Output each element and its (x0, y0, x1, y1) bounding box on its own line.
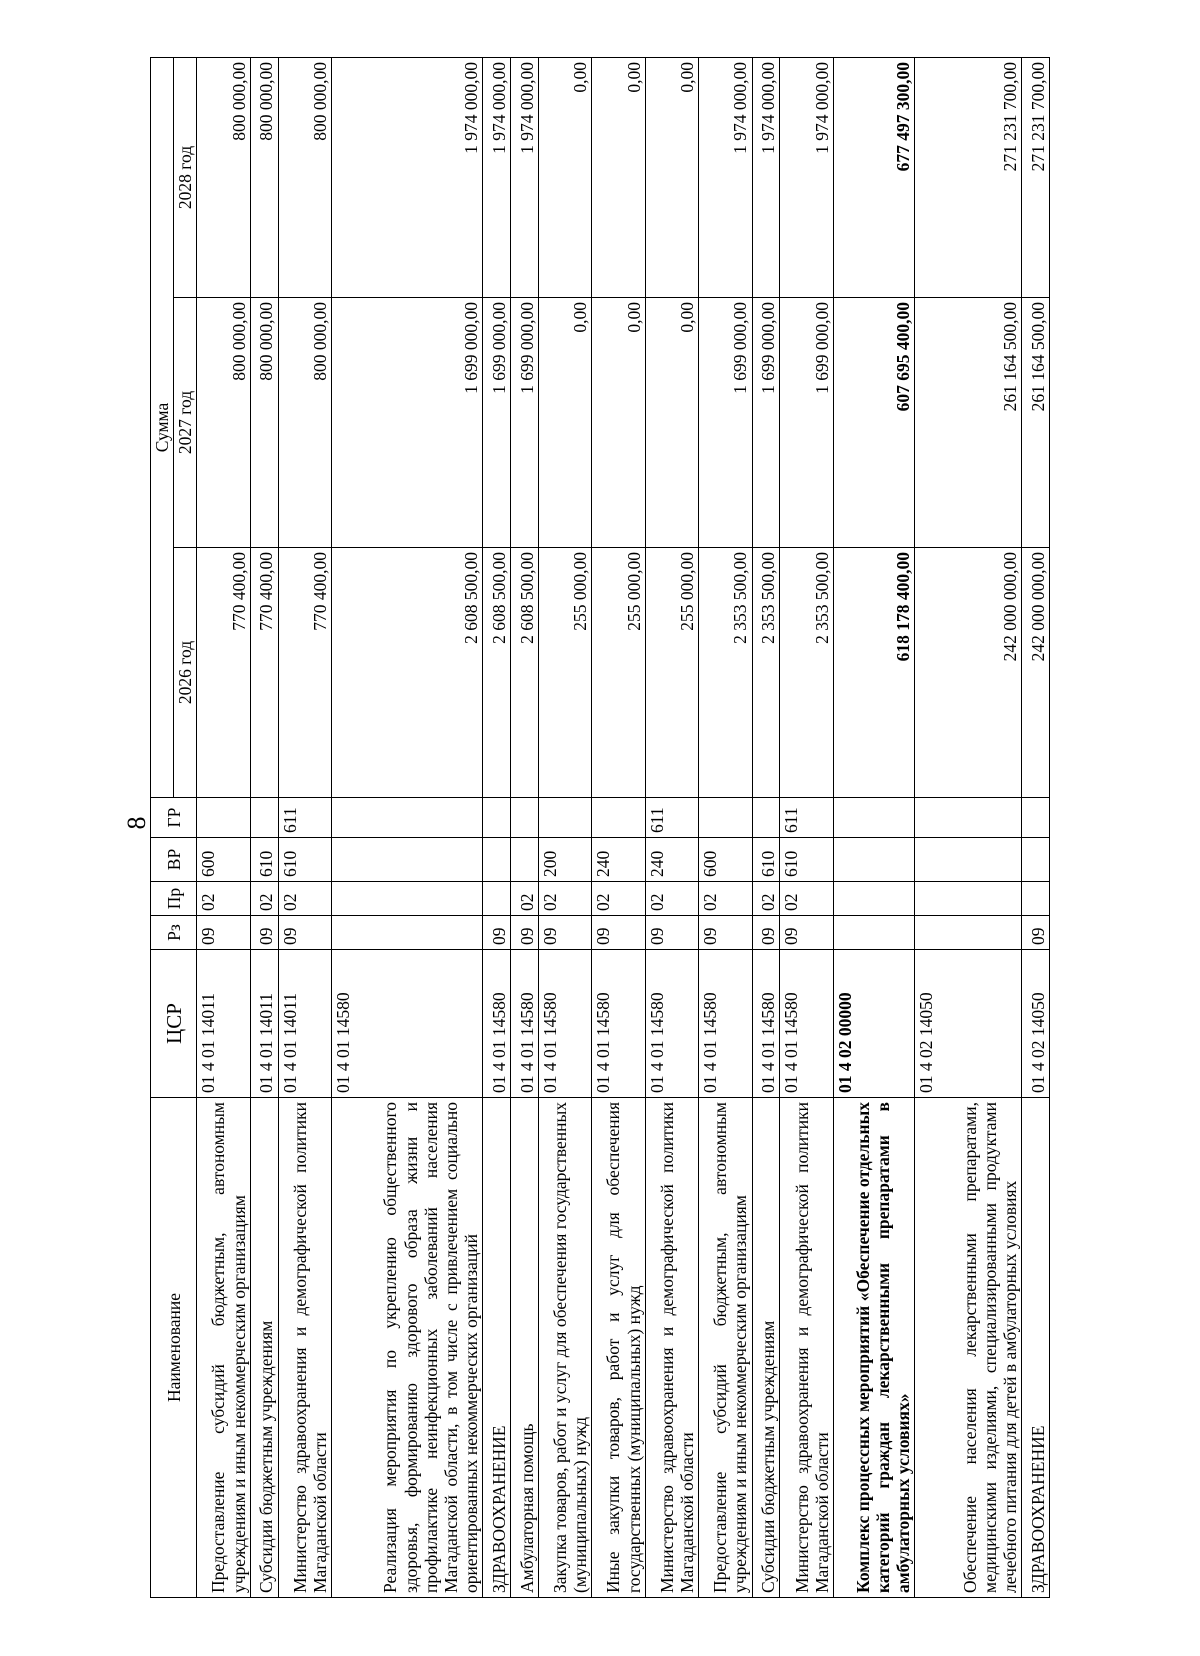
row-rz: 09 (645, 916, 698, 950)
row-name: ЗДРАВООХРАНЕНИЕ (483, 1098, 511, 1598)
table-row (752, 57, 780, 1597)
header-pr: Пр (151, 882, 197, 916)
row-gr (332, 798, 483, 838)
row-2028: 800 000,00 (278, 57, 331, 297)
row-2026: 2 353 500,00 (699, 548, 752, 798)
row-rz: 09 (510, 916, 538, 950)
row-2028: 271 231 700,00 (915, 57, 1022, 297)
row-csr: 01 4 01 14580 (645, 950, 698, 1098)
header-2026: 2026 год (174, 548, 197, 798)
row-name: Министерство здравоохранения и демографической политики Магаданской области (278, 1098, 331, 1598)
row-rz: 09 (699, 916, 752, 950)
table-row (645, 57, 698, 1597)
row-gr (1022, 798, 1050, 838)
table-row (332, 57, 483, 1597)
row-pr: 02 (699, 882, 752, 916)
row-pr (833, 882, 914, 916)
row-pr: 02 (250, 882, 278, 916)
row-2027: 1 699 000,00 (510, 298, 538, 548)
row-name: Закупка товаров, работ и услуг для обеспечения государственных (муниципальных) нужд (538, 1098, 591, 1598)
row-2028: 1 974 000,00 (752, 57, 780, 297)
row-csr: 01 4 01 14580 (510, 950, 538, 1098)
row-rz: 09 (592, 916, 645, 950)
row-pr: 02 (645, 882, 698, 916)
row-2028: 0,00 (645, 57, 698, 297)
row-vr: 610 (278, 838, 331, 882)
row-name: Министерство здравоохранения и демографической политики Магаданской области (645, 1098, 698, 1598)
row-gr (915, 798, 1022, 838)
row-2027: 1 699 000,00 (752, 298, 780, 548)
row-name: Предоставление субсидий бюджетным, автономным учреждениям и иным некоммерческим организациям (699, 1098, 752, 1598)
header-sum: Сумма (151, 57, 174, 797)
row-rz: 09 (1022, 916, 1050, 950)
row-name: Предоставление субсидий бюджетным, автономным учреждениям и иным некоммерческим организациям (197, 1098, 250, 1598)
row-csr: 01 4 02 14050 (915, 950, 1022, 1098)
row-name: Субсидии бюджетным учреждениям (752, 1098, 780, 1598)
row-pr: 02 (278, 882, 331, 916)
row-2028: 1 974 000,00 (699, 57, 752, 297)
row-name: Министерство здравоохранения и демографической политики Магаданской области (780, 1098, 833, 1598)
row-gr (699, 798, 752, 838)
row-2027: 0,00 (645, 298, 698, 548)
header-vr: ВР (151, 838, 197, 882)
row-2026: 2 608 500,00 (483, 548, 511, 798)
header-csr: ЦСР (151, 950, 197, 1098)
row-rz (833, 916, 914, 950)
row-csr: 01 4 02 00000 (833, 950, 914, 1098)
row-2027: 1 699 000,00 (780, 298, 833, 548)
row-vr (332, 838, 483, 882)
row-rz: 09 (197, 916, 250, 950)
row-2026: 770 400,00 (250, 548, 278, 798)
row-pr: 02 (592, 882, 645, 916)
row-2027: 1 699 000,00 (332, 298, 483, 548)
table-row (592, 57, 645, 1597)
table-row (699, 57, 752, 1597)
row-vr: 610 (250, 838, 278, 882)
row-rz: 09 (483, 916, 511, 950)
row-vr: 600 (699, 838, 752, 882)
table-row (833, 57, 914, 1597)
budget-table (150, 57, 1050, 1598)
row-vr: 200 (538, 838, 591, 882)
row-csr: 01 4 01 14011 (250, 950, 278, 1098)
row-pr: 02 (197, 882, 250, 916)
row-2027: 800 000,00 (250, 298, 278, 548)
rotated-budget-table-wrapper (150, 58, 1050, 1598)
row-vr: 240 (592, 838, 645, 882)
row-2026: 2 608 500,00 (332, 548, 483, 798)
row-rz (332, 916, 483, 950)
row-2027: 0,00 (592, 298, 645, 548)
row-pr (332, 882, 483, 916)
row-pr (1022, 882, 1050, 916)
row-2027: 0,00 (538, 298, 591, 548)
row-vr: 610 (780, 838, 833, 882)
row-name: Субсидии бюджетным учреждениям (250, 1098, 278, 1598)
row-csr: 01 4 02 14050 (1022, 950, 1050, 1098)
row-2027: 607 695 400,00 (833, 298, 914, 548)
header-gr: ГР (151, 798, 197, 838)
row-gr (752, 798, 780, 838)
row-2026: 255 000,00 (592, 548, 645, 798)
header-2027: 2027 год (174, 298, 197, 548)
row-name: Амбулаторная помощь (510, 1098, 538, 1598)
row-name: Иные закупки товаров, работ и услуг для обеспечения государственных (муниципальных) нужд (592, 1098, 645, 1598)
row-rz: 09 (752, 916, 780, 950)
row-gr: 611 (278, 798, 331, 838)
table-row (250, 57, 278, 1597)
row-vr (1022, 838, 1050, 882)
row-gr (483, 798, 511, 838)
row-csr: 01 4 01 14011 (278, 950, 331, 1098)
row-2026: 255 000,00 (645, 548, 698, 798)
row-vr: 610 (752, 838, 780, 882)
row-vr (915, 838, 1022, 882)
row-gr (250, 798, 278, 838)
table-row (510, 57, 538, 1597)
row-2028: 800 000,00 (250, 57, 278, 297)
row-2028: 677 497 300,00 (833, 57, 914, 297)
table-row (780, 57, 833, 1597)
row-2028: 1 974 000,00 (332, 57, 483, 297)
row-2026: 2 353 500,00 (780, 548, 833, 798)
row-vr: 240 (645, 838, 698, 882)
header-rz: Рз (151, 916, 197, 950)
row-csr: 01 4 01 14580 (483, 950, 511, 1098)
row-2027: 261 164 500,00 (1022, 298, 1050, 548)
table-row (483, 57, 511, 1597)
row-csr: 01 4 01 14580 (538, 950, 591, 1098)
row-vr (483, 838, 511, 882)
row-2028: 0,00 (538, 57, 591, 297)
row-csr: 01 4 01 14580 (699, 950, 752, 1098)
row-2028: 1 974 000,00 (483, 57, 511, 297)
row-pr (483, 882, 511, 916)
table-row (278, 57, 331, 1597)
row-vr (833, 838, 914, 882)
row-pr: 02 (780, 882, 833, 916)
row-2027: 1 699 000,00 (483, 298, 511, 548)
row-2026: 2 608 500,00 (510, 548, 538, 798)
row-csr: 01 4 01 14011 (197, 950, 250, 1098)
row-2027: 1 699 000,00 (699, 298, 752, 548)
row-2026: 770 400,00 (197, 548, 250, 798)
row-vr: 600 (197, 838, 250, 882)
row-pr: 02 (752, 882, 780, 916)
row-rz: 09 (278, 916, 331, 950)
row-rz: 09 (250, 916, 278, 950)
row-csr: 01 4 01 14580 (780, 950, 833, 1098)
row-gr: 611 (645, 798, 698, 838)
row-2026: 242 000 000,00 (915, 548, 1022, 798)
row-vr (510, 838, 538, 882)
row-rz (915, 916, 1022, 950)
row-2028: 1 974 000,00 (510, 57, 538, 297)
header-name: Наименование (151, 1098, 197, 1598)
row-2026: 2 353 500,00 (752, 548, 780, 798)
row-gr (592, 798, 645, 838)
row-name: Комплекс процессных мероприятий «Обеспечение отдельных категорий граждан лекарственными препаратами в амбулаторных условиях» (833, 1098, 914, 1598)
row-gr (197, 798, 250, 838)
row-2027: 800 000,00 (278, 298, 331, 548)
row-gr (538, 798, 591, 838)
row-csr: 01 4 01 14580 (332, 950, 483, 1098)
row-gr: 611 (780, 798, 833, 838)
row-pr: 02 (538, 882, 591, 916)
row-pr: 02 (510, 882, 538, 916)
row-2028: 0,00 (592, 57, 645, 297)
row-2026: 618 178 400,00 (833, 548, 914, 798)
row-gr (510, 798, 538, 838)
row-name: Реализация мероприятия по укреплению общественного здоровья, формированию здорового образа жизни и профилактике неинфекционных заболеваний населения Магаданской области, в том числе с привлечением социально ориентированных некоммерческих организаций (332, 1098, 483, 1598)
table-row (538, 57, 591, 1597)
table-row (197, 57, 250, 1597)
row-2028: 800 000,00 (197, 57, 250, 297)
row-2026: 770 400,00 (278, 548, 331, 798)
row-2028: 271 231 700,00 (1022, 57, 1050, 297)
row-2028: 1 974 000,00 (780, 57, 833, 297)
row-rz: 09 (780, 916, 833, 950)
row-2027: 261 164 500,00 (915, 298, 1022, 548)
row-pr (915, 882, 1022, 916)
row-csr: 01 4 01 14580 (592, 950, 645, 1098)
row-2026: 242 000 000,00 (1022, 548, 1050, 798)
row-2027: 800 000,00 (197, 298, 250, 548)
header-2028: 2028 год (174, 57, 197, 297)
row-csr: 01 4 01 14580 (752, 950, 780, 1098)
table-row (1022, 57, 1050, 1597)
row-rz: 09 (538, 916, 591, 950)
page-number: 8 (122, 816, 151, 830)
row-gr (833, 798, 914, 838)
row-name: ЗДРАВООХРАНЕНИЕ (1022, 1098, 1050, 1598)
table-row (915, 57, 1022, 1597)
row-2026: 255 000,00 (538, 548, 591, 798)
row-name: Обеспечение населения лекарственными препаратами, медицинскими изделиями, специализированными продуктами лечебного питания для детей в амбулаторных условиях (915, 1098, 1022, 1598)
